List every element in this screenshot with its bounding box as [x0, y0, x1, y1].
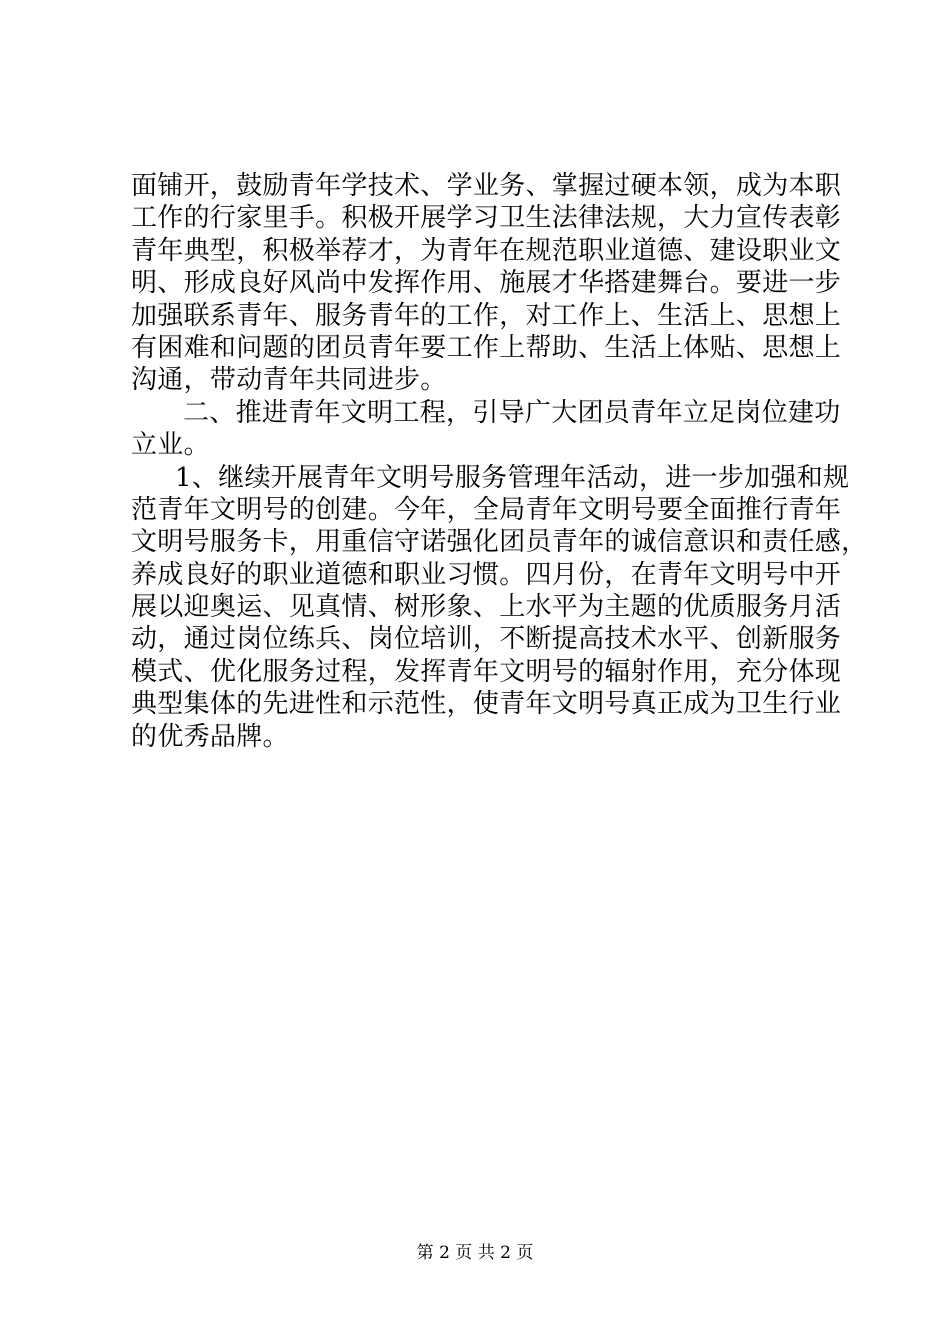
text-line: 沟通，带动青年共同进步。	[131, 365, 447, 396]
text-line: 有困难和问题的团员青年要工作上帮助、生活上体贴、思想上	[131, 332, 842, 363]
page-footer	[0, 1243, 950, 1263]
text-line: 面铺开，鼓励青年学技术、学业务、掌握过硬本领，成为本职	[131, 171, 842, 201]
text-line: 明、形成良好风尚中发挥作用、施展才华搭建舞台。要进一步	[131, 268, 842, 299]
text-line: 文明号服务卡，用重信守诺强化团员青年的诚信意识和责任感，	[131, 527, 868, 558]
body-text	[131, 170, 868, 753]
text-line: 动，通过岗位练兵、岗位培训，不断提高技术水平、创新服务	[131, 624, 842, 655]
text-line: 养成良好的职业道德和职业习惯。四月份，在青年文明号中开	[131, 559, 842, 590]
text-line: 模式、优化服务过程，发挥青年文明号的辐射作用，充分体现	[131, 656, 842, 687]
text-line: 典型集体的先进性和示范性，使青年文明号真正成为卫生行业	[131, 689, 842, 720]
text-line: 加强联系青年、服务青年的工作，对工作上、生活上、思想上	[131, 300, 842, 331]
text-line: 的优秀品牌。	[131, 721, 289, 752]
text-line: 展以迎奥运、见真情、树形象、上水平为主题的优质服务月活	[131, 592, 842, 623]
text-line: 青年典型，积极举荐才，为青年在规范职业道德、建设职业文	[131, 235, 842, 266]
text-line: 工作的行家里手。积极开展学习卫生法律法规，大力宣传表彰	[131, 203, 842, 234]
text-line: 立业。	[131, 430, 210, 461]
section-heading-line: 二、推进青年文明工程，引导广大团员青年立足岗位建功	[183, 397, 841, 428]
numbered-paragraph-line: 1、继续开展青年文明号服务管理年活动，进一步加强和规	[175, 462, 850, 493]
page-number-label: 第 2 页 共 2 页	[416, 1243, 534, 1263]
text-line: 范青年文明号的创建。今年，全局青年文明号要全面推行青年	[131, 494, 842, 525]
